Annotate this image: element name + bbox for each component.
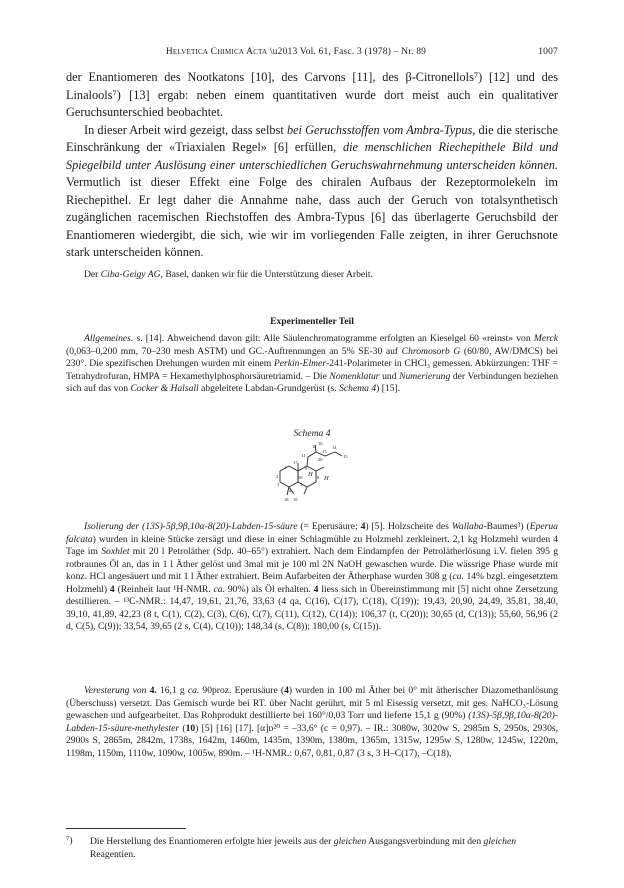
atom-label: 2 <box>276 474 279 479</box>
emphasis-run: Merck <box>533 333 558 344</box>
header-journal-issue: Helvetica Chimica Acta \u2013 Vol. 61, Fasc. 3 (1978) – Nr. 89 <box>165 47 427 57</box>
text-run: Reagentien. <box>90 849 136 860</box>
text-run: mit 20 l Petroläther (Sdp. 40–65°) extrahiert. Nach dem Eindampfen der Petrolätherlösung i.V. fielen 395 g rotbraunes Öl an, das in 1 l Äther gelöst und 3mal mit je 100 ml 2N NaOH gewaschen wurde. Die wässrige Phase wurde mit konz. HCl angesäuert und mit 1 l Äther extrahiert. Beim Aufarbeiten der Ätherphase wurden 308 g ( <box>66 546 558 582</box>
text-run: der Verbindungen beziehen sich auf das von <box>66 370 559 394</box>
allgemeines-paragraph <box>66 333 558 396</box>
body-text <box>66 69 558 262</box>
run-heading: Isolierung der (13S)-5β,9β,10α-8(20)-Labden-15-säure <box>84 521 298 532</box>
atom-label: 1 <box>284 465 287 470</box>
text-run: ( <box>179 722 186 734</box>
emphasis-run: gleichen <box>483 836 517 847</box>
emphasis-run: Cocker & Halsall <box>130 383 199 394</box>
compound-number: 4 <box>360 521 366 532</box>
emphasis-run: bei Geruchsstoffen vom Ambra-Typus, <box>286 122 476 137</box>
text-run: ) wurden in kleine Stücke zersägt und diese in einer Schlagmühle zu Holzmehl zerkleinert. 2,1 kg Holzmehl wurden 4 Tage im <box>66 533 558 557</box>
structure-atom-labels <box>276 441 348 502</box>
journal-name: Helvetica Chimica Acta <box>165 47 268 57</box>
atom-label: 10 <box>298 475 303 480</box>
emphasis-run: gleichen <box>333 836 367 847</box>
text-run: Vermutlich ist dieser Effekt eine Folge des chiralen Aufbaus der Rezeptormolekeln im Riechepithel. Er legt daher die Annahme nahe, dass auch der Geruch von totalsynthetisch zugänglichen racemischen Riechstoffen des Ambra-Typus [6] das überlagerte Geruchsbild der Enantiomeren wiedergibt, die sich, wie wir im vorliegenden Falle zeigten, in ihrer Geruchsnote stark unterscheiden können. <box>66 175 558 259</box>
text-run: (60/80, AW/DMCS) bei 230°. Die spezifischen Drehungen wurden mit einem <box>66 345 558 369</box>
atom-label: 17 <box>293 460 298 465</box>
atom-label: H <box>324 475 329 482</box>
emphasis-run: Eperua falcata <box>66 521 558 545</box>
text-run: Der <box>84 269 101 280</box>
emphasis-run: Numerierung <box>399 370 451 382</box>
atom-label: 13 <box>322 449 327 454</box>
atom-label: 19 <box>293 497 298 502</box>
atom-label: 5 <box>300 482 303 487</box>
emphasis-run: Wallaba <box>451 521 484 532</box>
emphasis-run: Schema 4 <box>339 383 377 394</box>
text-run: ) [15]. <box>376 383 401 394</box>
atom-label: 15 <box>343 454 348 459</box>
text-run: 90proz. Eperusäure ( <box>199 685 285 696</box>
compound-number: 10 <box>185 722 196 734</box>
atom-label: 3 <box>277 482 280 487</box>
atom-label: 14 <box>332 445 337 450</box>
emphasis-run: ca. <box>213 583 225 595</box>
schema-label: Schema 4 <box>293 428 331 439</box>
atom-label: 8 <box>317 475 320 480</box>
veresterung-paragraph <box>66 685 558 760</box>
emphasis-run: Nomenklatur <box>329 370 380 382</box>
text-run: (= Eperusäure; <box>297 521 361 532</box>
atom-label: 20 <box>318 457 323 462</box>
text-run: abgeleitete Labdan-Grundgerüst (s. <box>198 383 340 394</box>
atom-label: 16 <box>318 441 323 446</box>
compound-number: 4 <box>284 685 289 696</box>
text-run: s. [14]. Abweichend davon gilt: Alle Säulenchromatogramme erfolgten an Kieselgel 60 «reinst» von <box>133 333 534 344</box>
company-name: Ciba-Geigy AG, <box>100 269 163 280</box>
text-run: ) wurden in 100 ml Äther bei 0° mit ätherischer Diazomethanlösung (Überschuss) versetzt. Das Gemisch wurde bei RT. über Nacht gerührt, mit 5 ml Eisessig versetzt, mit ges. NaHCO₃-Lösung gewaschen und aufgearbeitet. Das Rohprodukt destillierte bei 160°/0,03 Torr und lieferte 15,1 g (90%) <box>66 685 558 721</box>
emphasis-run: die menschlichen Riechepithele Bild und Spiegelbild unter Auslösung einer unterschiedlichen Geruchswahrnehmung unterscheiden können. <box>66 140 558 172</box>
text-run: 14% bzgl. eingesetztem Holzmehl) <box>66 571 558 595</box>
emphasis-run: Perkin-Elmer <box>273 358 327 369</box>
emphasis-run: Soxhlet <box>101 546 130 557</box>
text-run: -241-Polarimeter in CHCl₃ gemessen. Abkürzungen: THF = Tetrahydrofuran, HMPA = Hexamethylphosphorsäuretriamid. – Die <box>66 358 558 382</box>
compound-number: 4 <box>313 583 319 595</box>
text-run: Basel, danken wir für die Unterstützung dieser Arbeit. <box>162 269 373 280</box>
footnote-marker: ⁷) <box>66 835 73 846</box>
text-run: 16,1 g <box>156 685 188 696</box>
emphasis-run: ca. <box>452 571 464 582</box>
compound-number: 4. <box>149 685 157 696</box>
run-heading: Veresterung von <box>84 685 147 696</box>
emphasis-run: (13S)-5β,9β,10α-8(20)-Labden-15-säure-methylester <box>66 710 558 734</box>
atom-label: H <box>308 471 313 478</box>
emphasis-run: Chromosorb G <box>401 345 461 357</box>
paragraph-continuation: der Enantiomeren des Nootkatons [10], des Carvons [11], des β-Citronellols⁷) [12] und des Linalools⁷) [13] ergab: neben einem quantitativen wurde dort meist auch ein qualitativer Geruchsunterschied beobachtet. <box>66 70 558 119</box>
atom-label: 4 <box>289 488 292 493</box>
footnote-rule <box>66 828 186 829</box>
text-run: (Reinheit laut ¹H-NMR. <box>114 583 214 595</box>
atom-label: 12 <box>312 444 317 449</box>
atom-label: 9 <box>305 466 308 471</box>
text-run: Ausgangsverbindung mit den <box>366 836 484 847</box>
labdane-skeleton-structure <box>270 438 370 512</box>
running-header <box>66 47 558 61</box>
journal-issue: Vol. 61, Fasc. 3 (1978) – Nr. 89 <box>299 47 427 57</box>
footnote-text <box>90 835 558 861</box>
text-run: 90%) als Öl erhalten. <box>225 583 314 595</box>
text-run: ) [5]. Holzscheite des <box>365 521 452 532</box>
compound-number: 4 <box>109 583 115 595</box>
text-run: ) [5] [16] [17]. [α]ᴅ²⁰ = –33,6° (c = 0,97). – IR.: 3080w, 3020w S, 2985m S, 2950s, 2930s, 2900s S, 2865m, 2842m, 1738s, 1642m, 1460m, 1435m, 1390m, 1380m, 1365m, 1315w, 1295w S, 1280w, 1245w, 1220m, 1198m, 1150m, 1110w, 1090w, 1005w, 890m. – ¹H-NMR.: 0,67, 0,81, 0,87 (3 s, 3 H–C(17), –C(18), <box>66 722 558 759</box>
atom-label: 11 <box>301 453 306 458</box>
text-run: Die Herstellung des Enantiomeren erfolgte hier jeweils aus der <box>90 836 334 847</box>
text-run: -Baumes³) ( <box>483 521 530 532</box>
emphasis-run: ca. <box>187 685 200 696</box>
atom-label: 18 <box>284 497 289 502</box>
acknowledgement <box>84 268 558 281</box>
run-heading: Allgemeines. <box>84 333 134 344</box>
text-run: liess sich in Übereinstimmung mit [5] nicht ohne Zersetzung destillieren. – ¹³C-NMR.: 14,47, 19,61, 21,76, 33,63 (4 qa, C(16), C(17), C(18), C(19)); 19,43, 20,90, 24,49, 35,81, 38,40, 39,10, 41,89, 42,23 (8 t, C(1), C(2), C(3), C(6), C(7), C(11), C(12), C(14)); 106,37 (t, C(20)); 30,65 (d, C(13)); 55,60, 56,96 (2 d, C(5), C(9)); 33,54, 39,65 (2 s, C(4), C(10)); 148,34 (s, C(8)); 180,00 (s, C(15)). <box>66 583 558 632</box>
text-run: In dieser Arbeit wird gezeigt, dass selbst <box>84 122 287 137</box>
text-run: die die sterische Einschränkung der «Triaxialen Regel» [6] erfüllen, <box>66 122 558 154</box>
page-number: 1007 <box>538 47 558 57</box>
text-run: und <box>379 370 400 382</box>
isolierung-paragraph <box>66 521 558 634</box>
text-run: (0,063–0,200 mm, 70–230 mesh ASTM) und GC.-Auftrennungen an 5% SE-30 auf <box>66 345 402 357</box>
section-title: Experimenteller Teil <box>270 316 354 327</box>
paragraph-main <box>66 122 558 262</box>
